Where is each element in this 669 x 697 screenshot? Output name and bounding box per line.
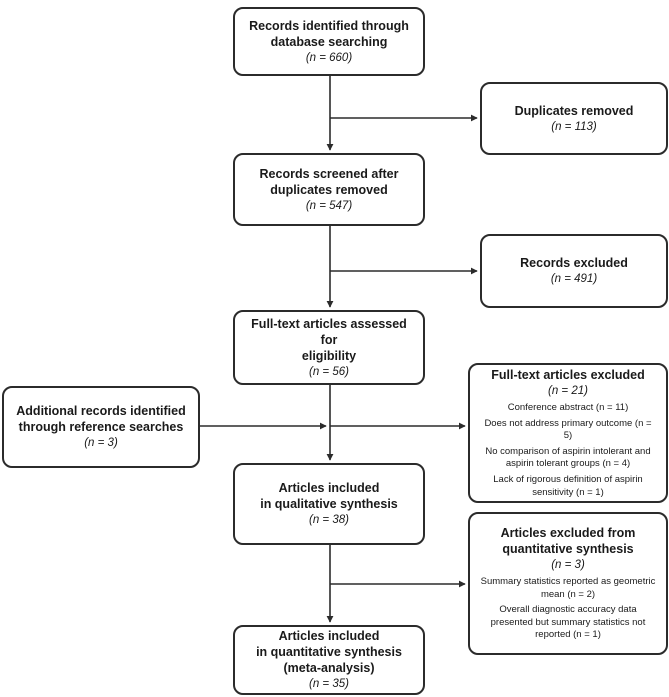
box-records-screened-text: Records screened after xyxy=(259,166,399,181)
fulltext-excluded-reason: Does not address primary outcome (n = 5) xyxy=(484,417,652,442)
box-records-screened-text: duplicates removed xyxy=(270,182,388,197)
box-quantitative-included xyxy=(233,625,425,695)
box-records-identified xyxy=(233,7,425,76)
box-additional-records-text: Additional records identified xyxy=(16,404,186,419)
box-additional-records xyxy=(2,386,200,468)
box-fulltext-assessed xyxy=(233,310,425,385)
box-duplicates-removed-text: Duplicates removed xyxy=(514,103,634,118)
box-records-identified-text: Records identified through xyxy=(249,18,409,33)
box-qualitative-included-text: Articles included xyxy=(278,481,380,496)
box-qualitative-included xyxy=(233,463,425,545)
fulltext-excluded-reason: No comparison of aspirin intolerant and aspirin tolerant groups (n = 4) xyxy=(485,445,651,470)
box-quantitative-included-count: (n = 35) xyxy=(309,678,349,691)
quantitative-excluded-reason: Summary statistics reported as geometric mean (n = 2) xyxy=(480,576,656,600)
box-records-excluded-count: (n = 491) xyxy=(550,273,598,286)
box-quantitative-included-text: (meta-analysis) xyxy=(283,661,375,676)
box-fulltext-excluded-count: (n = 21) xyxy=(548,384,588,397)
box-records-excluded xyxy=(480,234,668,308)
box-quantitative-excluded-text: Articles excluded from xyxy=(500,525,636,540)
box-duplicates-removed xyxy=(480,82,668,155)
box-fulltext-excluded xyxy=(468,363,668,503)
fulltext-excluded-reason: Lack of rigorous definition of aspirin sensitivity (n = 1) xyxy=(493,473,643,498)
quantitative-excluded-reason: Overall diagnostic accuracy data presented but summary statistics not reported (n = 1) xyxy=(490,604,646,641)
box-records-identified-text: database searching xyxy=(270,34,388,49)
box-fulltext-assessed-text: Full-text articles assessed for xyxy=(251,316,407,347)
box-quantitative-excluded-count: (n = 3) xyxy=(551,558,585,571)
box-quantitative-excluded-text: quantitative synthesis xyxy=(502,541,634,556)
fulltext-excluded-reason: Conference abstract (n = 11) xyxy=(507,402,629,414)
box-additional-records-count: (n = 3) xyxy=(84,437,118,450)
box-records-screened-count: (n = 547) xyxy=(305,199,353,212)
box-quantitative-included-text: in quantitative synthesis xyxy=(256,645,402,660)
box-fulltext-excluded-text: Full-text articles excluded xyxy=(491,367,645,382)
box-records-identified-count: (n = 660) xyxy=(305,51,353,64)
box-quantitative-excluded xyxy=(468,512,668,655)
box-quantitative-included-text: Articles included xyxy=(278,629,380,644)
box-duplicates-removed-count: (n = 113) xyxy=(551,120,597,133)
box-additional-records-text: through reference searches xyxy=(18,420,184,435)
box-records-screened xyxy=(233,153,425,226)
box-qualitative-included-count: (n = 38) xyxy=(309,514,349,527)
box-qualitative-included-text: in qualitative synthesis xyxy=(260,497,398,512)
box-records-excluded-text: Records excluded xyxy=(520,256,628,271)
box-fulltext-assessed-count: (n = 56) xyxy=(309,365,349,378)
box-fulltext-assessed-text: eligibility xyxy=(301,348,357,363)
